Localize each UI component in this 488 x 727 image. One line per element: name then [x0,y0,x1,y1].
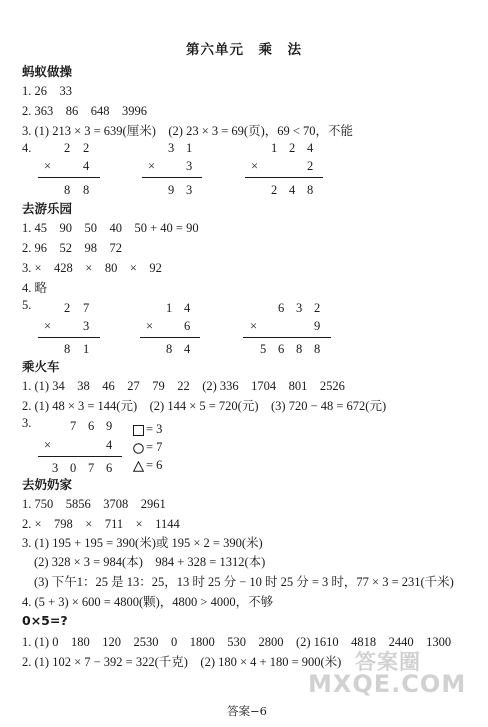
calc-digit: 9 [168,183,175,197]
calc-digit: 6 [278,301,285,315]
answer-line: 1. (1) 34 38 46 27 79 22 (2) 336 1704 801 2526 [22,379,345,393]
calc-digit: 6 [184,319,191,333]
legend-value: = 3 [146,422,163,436]
calc-digit: 2 [64,141,71,155]
answer-line: 1. 26 33 [22,84,73,98]
calc-digit: 2 [314,301,321,315]
calc-digit: 3 [186,159,193,173]
page-title: 第六单元 乘 法 [186,42,302,58]
calc-digit: 7 [88,461,95,475]
answer-line: 2. 96 52 98 72 [22,241,123,255]
calc-rule [38,177,100,178]
legend-value: = 7 [146,440,163,454]
calc-digit: 1 [186,141,193,155]
calc-digit: 6 [278,342,285,356]
multiply-sign: × [44,319,52,333]
calc-digit: 0 [70,461,77,475]
watermark-logo: 答案圈 [355,650,421,674]
calc-digit: 1 [166,301,173,315]
answer-line: 1. 750 5856 3708 2961 [22,497,166,511]
answer-line: 4. (5 + 3) × 600 = 4800(颗)，4800 > 4000，不够 [22,595,274,609]
calc-digit: 8 [64,183,71,197]
calc-rule [38,337,100,338]
calc-digit: 2 [64,301,71,315]
square-icon [133,425,144,436]
calc-digit: 3 [186,183,193,197]
section-heading-grandma: 去奶奶家 [22,477,73,492]
calc-digit: 9 [314,319,321,333]
answer-line: 3. (1) 195 + 195 = 390(米)或 195 × 2 = 390(米) [22,536,263,550]
calc-digit: 7 [83,301,90,315]
calc-digit: 8 [314,342,321,356]
multiply-sign: × [251,159,259,173]
watermark-site: MXQE.COM [308,670,467,698]
section-heading-ant-exercise: 蚂蚁做操 [22,64,73,79]
multiply-sign: × [146,319,154,333]
section-heading-train: 乘火车 [22,359,60,374]
calc-rule [142,177,202,178]
answer-line: 3. (1) 213 × 3 = 639(厘米) (2) 23 × 3 = 69(页)，69 < 70，不能 [22,124,354,138]
calc-digit: 2 [83,141,90,155]
section-heading-zero-times-five: 0×5=? [22,613,68,628]
page-footer: 答案−6 [227,704,267,718]
triangle-icon [133,461,144,472]
calc-rule [245,177,323,178]
calc-digit: 2 [307,159,314,173]
calc-digit: 3 [296,301,303,315]
calc-digit: 5 [260,342,267,356]
answer-line: (2) 328 × 3 = 984(本) 984 + 328 = 1312(本) [34,555,266,569]
calc-digit: 2 [271,183,278,197]
calc-digit: 3 [52,461,59,475]
calc-digit: 6 [88,419,95,433]
calc-digit: 1 [83,342,90,356]
calc-digit: 4 [289,183,296,197]
answer-line: 2. 363 86 648 3996 [22,104,148,118]
legend-value: = 6 [146,458,163,472]
calc-rule [38,456,122,457]
calc-digit: 4 [307,141,314,155]
answer-line: 3. [22,416,32,430]
calc-digit: 9 [106,419,113,433]
answer-line: 2. (1) 48 × 3 = 144(元) (2) 144 × 5 = 720(元) (3) 720 − 48 = 672(元) [22,399,387,413]
calc-digit: 8 [166,342,173,356]
calc-digit: 8 [64,342,71,356]
answer-line: 1. (1) 0 180 120 2530 0 1800 530 2800 (2) 1610 4818 2440 1300 [22,635,452,649]
calc-digit: 8 [307,183,314,197]
answer-line: 5. [22,298,32,312]
calc-digit: 3 [168,141,175,155]
calc-digit: 1 [271,141,278,155]
answer-line: (3) 下午1：25 是 13：25，13 时 25 分 − 10 时 25 分 = 3 时，77 × 3 = 231(千米) [34,575,454,589]
calc-digit: 6 [106,461,113,475]
calc-rule [140,337,200,338]
section-heading-amusement-park: 去游乐园 [22,201,73,216]
calc-digit: 4 [184,301,191,315]
answer-line: 4. 略 [22,281,48,295]
calc-rule [243,337,331,338]
multiply-sign: × [148,159,156,173]
multiply-sign: × [44,159,52,173]
answer-line: 2. (1) 102 × 7 − 392 = 322(千克) (2) 180 × 4 + 180 = 900(米) [22,655,342,669]
calc-digit: 4 [106,438,113,452]
calc-digit: 3 [83,319,90,333]
multiply-sign: × [250,319,258,333]
answer-line: 2. × 798 × 711 × 1144 [22,517,180,531]
calc-digit: 4 [184,342,191,356]
answer-line: 1. 45 90 50 40 50 + 40 = 90 [22,221,199,235]
answer-line: 4. [22,141,32,155]
calc-digit: 8 [83,183,90,197]
circle-icon [133,443,144,454]
multiply-sign: × [44,438,52,452]
calc-digit: 8 [296,342,303,356]
calc-digit: 2 [289,141,296,155]
answer-line: 3. × 428 × 80 × 92 [22,261,162,275]
calc-digit: 4 [83,159,90,173]
calc-digit: 7 [70,419,77,433]
